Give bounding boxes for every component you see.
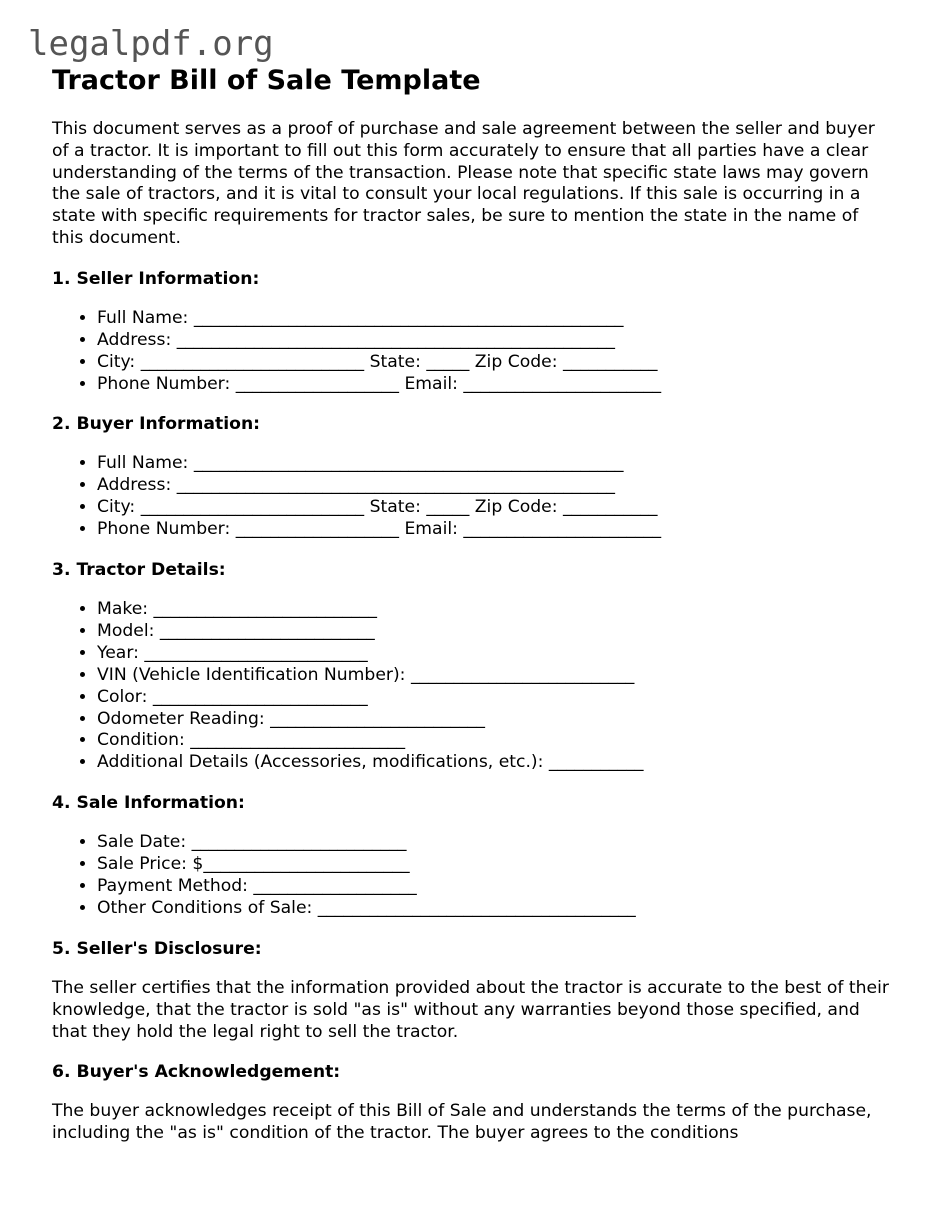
list-item: • Address: ___________________________________________________ (97, 475, 892, 497)
list-item: • Address: ___________________________________________________ (97, 330, 892, 352)
buyer-acknowledgement-heading: 6. Buyer's Acknowledgement: (52, 1062, 341, 1083)
seller-info-list (52, 308, 892, 396)
list-item: • Sale Date: _________________________ (97, 832, 892, 854)
tractor-details-list (52, 599, 892, 774)
list-item: • Color: _________________________ (97, 687, 892, 709)
intro-paragraph: This document serves as a proof of purchase and sale agreement between the seller and buyer of a tractor. It is important to fill out this form accurately to ensure that all parties have a clear understanding of the terms of the transaction. Please note that specific state laws may govern the sale of tractors, and it is vital to consult your local regulations. If this sale is occurring in a state with specific requirements for tractor sales, be sure to mention the state in the name of this document. (52, 119, 875, 248)
sale-info-heading: 4. Sale Information: (52, 793, 245, 814)
list-item: • Model: _________________________ (97, 621, 892, 643)
list-item: • Phone Number: ___________________ Email: _______________________ (97, 374, 892, 396)
list-item: • Full Name: __________________________________________________ (97, 453, 892, 475)
list-item: • VIN (Vehicle Identification Number): __________________________ (97, 665, 892, 687)
list-item: • Full Name: __________________________________________________ (97, 308, 892, 330)
document-title: Tractor Bill of Sale Template (52, 65, 481, 96)
buyer-info-list (52, 453, 892, 541)
buyer-info-heading: 2. Buyer Information: (52, 414, 261, 435)
sale-info-list (52, 832, 892, 920)
list-item: • Year: __________________________ (97, 643, 892, 665)
list-item: • Phone Number: ___________________ Email: _______________________ (97, 519, 892, 541)
list-item: • Other Conditions of Sale: _____________________________________ (97, 898, 892, 920)
list-item: • City: __________________________ State: _____ Zip Code: ___________ (97, 352, 892, 374)
tractor-details-heading: 3. Tractor Details: (52, 560, 226, 581)
list-item: • Payment Method: ___________________ (97, 876, 892, 898)
document-body (52, 64, 892, 1145)
seller-disclosure-text: The seller certifies that the information provided about the tractor is accurate to the best of their knowledge, that the tractor is sold "as is" without any warranties beyond those specified, and that they hold the legal right to sell the tractor. (52, 977, 889, 1042)
list-item: • Condition: _________________________ (97, 730, 892, 752)
seller-disclosure-heading: 5. Seller's Disclosure: (52, 938, 262, 959)
site-watermark: legalpdf.org (28, 24, 274, 64)
buyer-acknowledgement-text: The buyer acknowledges receipt of this Bill of Sale and understands the terms of the purchase, including the "as is" condition of the tractor. The buyer agrees to the conditions (52, 1101, 872, 1144)
list-item: • Make: __________________________ (97, 599, 892, 621)
list-item: • City: __________________________ State: _____ Zip Code: ___________ (97, 497, 892, 519)
list-item: • Odometer Reading: _________________________ (97, 709, 892, 731)
seller-info-heading: 1. Seller Information: (52, 268, 260, 289)
list-item: • Sale Price: $________________________ (97, 854, 892, 876)
list-item: • Additional Details (Accessories, modifications, etc.): ___________ (97, 752, 892, 774)
